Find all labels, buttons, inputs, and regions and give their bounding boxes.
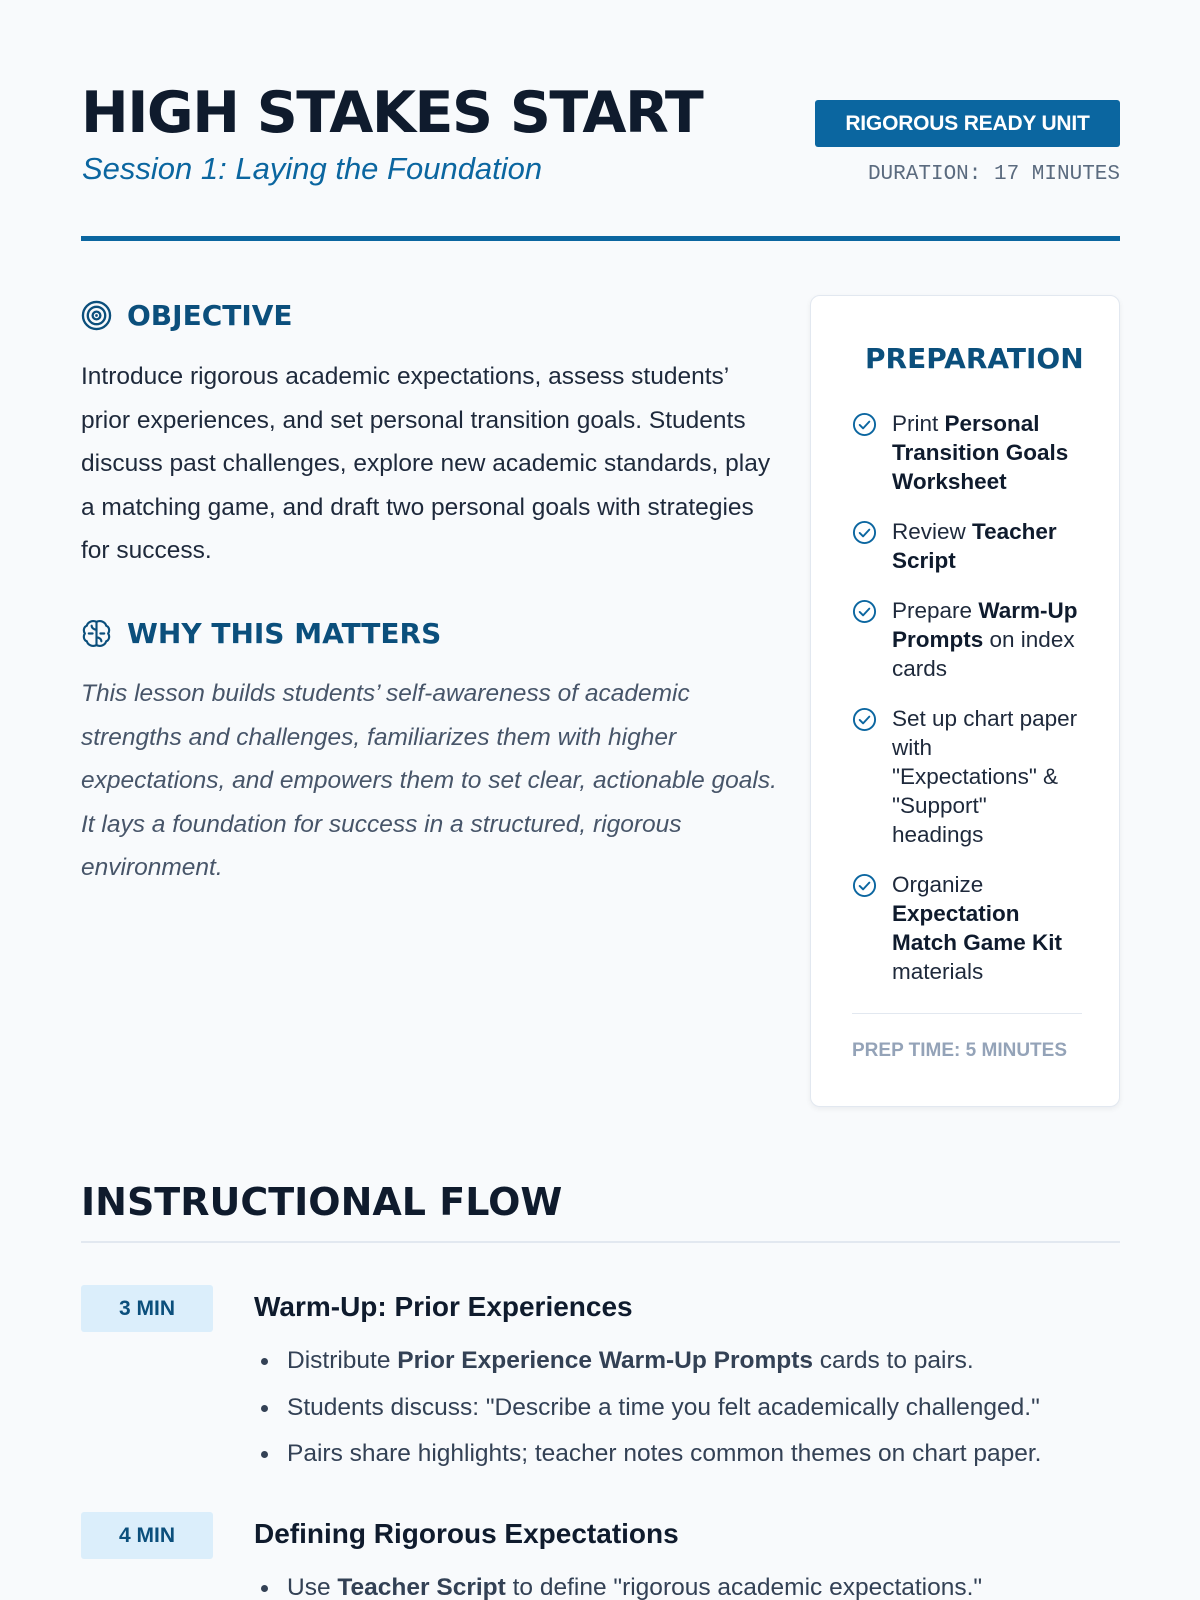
list-item: Students discuss: "Describe a time you felt academically challenged." bbox=[254, 1385, 1120, 1432]
preparation-item: Prepare Warm-Up Prompts on index cards bbox=[852, 596, 1082, 683]
preparation-list bbox=[852, 409, 1082, 1007]
preparation-item: Print Personal Transition Goals Worksheet bbox=[852, 409, 1082, 496]
unit-badge: RIGOROUS READY UNIT bbox=[815, 100, 1120, 147]
check-circle-icon bbox=[852, 520, 877, 545]
step-title: Warm-Up: Prior Experiences bbox=[254, 1291, 633, 1322]
divider bbox=[81, 1241, 1120, 1243]
check-circle-icon bbox=[852, 873, 877, 898]
objective-heading-label: OBJECTIVE bbox=[127, 299, 293, 332]
step-bullets bbox=[254, 1338, 1120, 1478]
why-text: This lesson builds students’ self-awareness of academic strengths and challenges, familiarizes them with higher expectations, and empowers them to set clear, actionable goals. It lays a foundation for success in a structured, rigorous environment. bbox=[81, 680, 777, 881]
preparation-card bbox=[810, 295, 1120, 1107]
time-badge: 3 MIN bbox=[81, 1285, 213, 1332]
objective-heading bbox=[81, 299, 293, 332]
list-item: Use Teacher Script to define "rigorous academic expectations." bbox=[254, 1565, 1120, 1600]
preparation-item: Organize Expectation Match Game Kit materials bbox=[852, 870, 1082, 986]
step-title: Defining Rigorous Expectations bbox=[254, 1518, 679, 1549]
objective-text: Introduce rigorous academic expectations, assess students’ prior experiences, and set personal transition goals. Students discuss past challenges, explore new academic standards, play a matching game, and draft two personal goals with strategies for success. bbox=[81, 363, 771, 564]
check-circle-icon bbox=[852, 599, 877, 624]
check-circle-icon bbox=[852, 707, 877, 732]
list-item: Distribute Prior Experience Warm-Up Prompts cards to pairs. bbox=[254, 1338, 1120, 1385]
divider bbox=[852, 1013, 1082, 1014]
preparation-item: Set up chart paper with "Expectations" & "Support" headings bbox=[852, 704, 1082, 849]
step-bullets bbox=[254, 1565, 1120, 1600]
instructional-flow-heading: INSTRUCTIONAL FLOW bbox=[81, 1180, 563, 1224]
session-subtitle: Session 1: Laying the Foundation bbox=[82, 151, 543, 186]
preparation-item: Review Teacher Script bbox=[852, 517, 1082, 575]
check-circle-icon bbox=[852, 412, 877, 437]
time-badge: 4 MIN bbox=[81, 1512, 213, 1559]
preparation-title: PREPARATION bbox=[865, 342, 1084, 375]
page-title: HIGH STAKES START bbox=[81, 80, 703, 146]
lesson-header bbox=[81, 0, 1120, 241]
prep-time-label: PREP TIME: 5 MINUTES bbox=[852, 1040, 1068, 1061]
target-icon bbox=[81, 300, 112, 331]
why-heading bbox=[81, 617, 441, 650]
why-heading-label: WHY THIS MATTERS bbox=[127, 617, 442, 650]
list-item: Pairs share highlights; teacher notes common themes on chart paper. bbox=[254, 1431, 1120, 1478]
lesson-page bbox=[81, 0, 1120, 1600]
brain-icon bbox=[81, 618, 112, 649]
duration-label: DURATION: 17 MINUTES bbox=[867, 163, 1120, 186]
